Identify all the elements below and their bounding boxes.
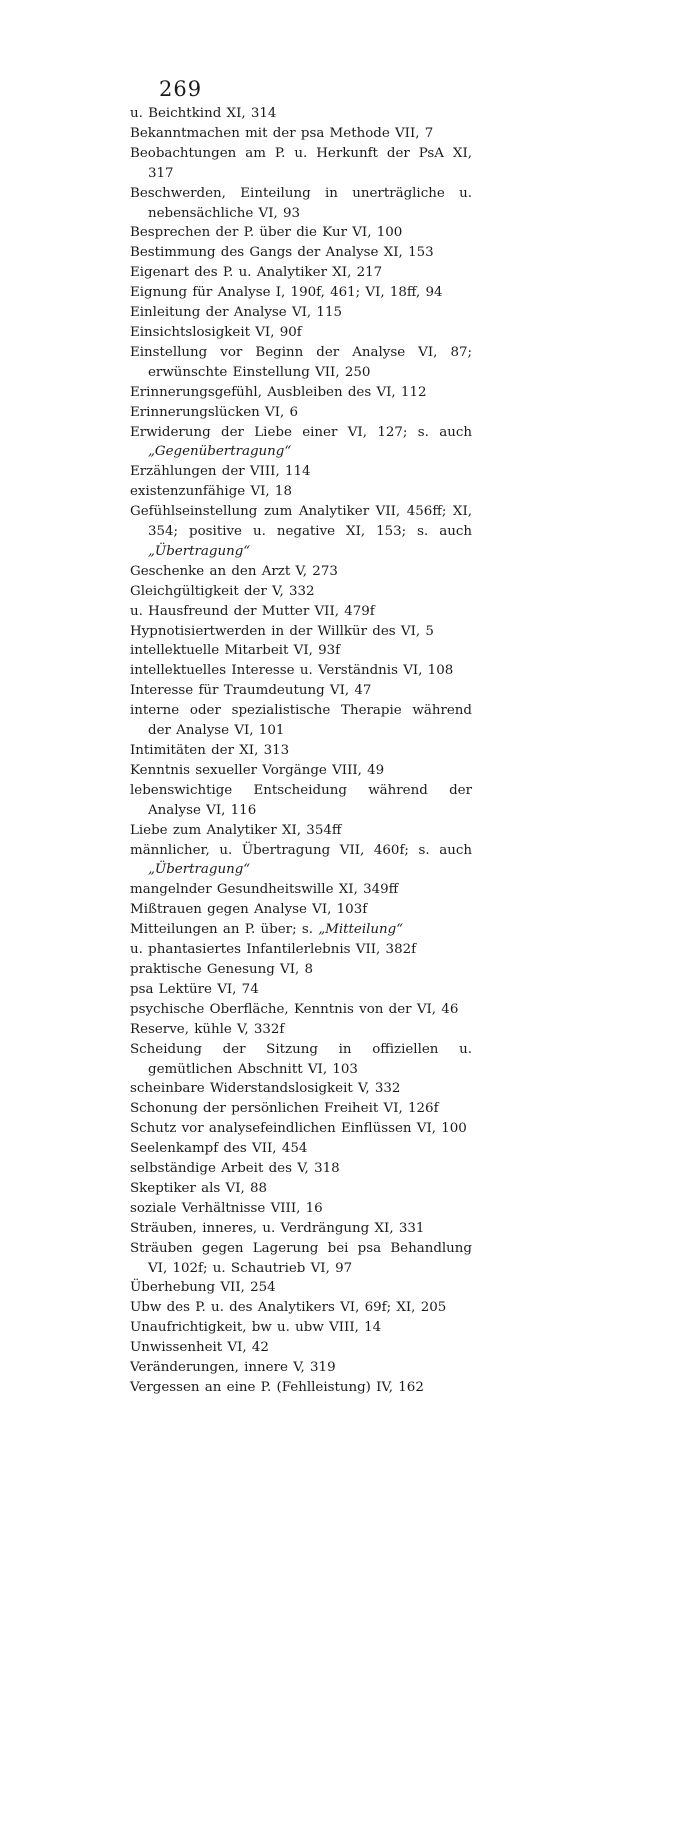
index-entry-text: Sträuben, inneres, u. Verdrängung XI, 331: [130, 1220, 425, 1236]
index-entry: [130, 303, 472, 323]
index-entry-text: praktische Genesung VI, 8: [130, 961, 314, 977]
index-entry: [130, 263, 472, 283]
index-entry-text: Erwiderung der Liebe einer VI, 127; s. auch: [130, 424, 472, 440]
index-entry: [130, 960, 472, 980]
index-entry: [130, 622, 472, 642]
index-entry-text: Besprechen der P. über die Kur VI, 100: [130, 225, 403, 241]
index-entry-list: [130, 104, 472, 1398]
index-entry: [130, 1239, 472, 1279]
index-entry-crossref: „Mitteilung“: [318, 922, 404, 938]
index-entry-text: Hypnotisiertwerden in der Willkür des VI, 5: [130, 623, 434, 639]
index-entry: [130, 641, 472, 661]
index-entry-text: Unwissenheit VI, 42: [130, 1340, 269, 1356]
index-entry-text: Seelenkampf des VII, 454: [130, 1141, 308, 1157]
index-entry: [130, 1179, 472, 1199]
index-entry-text: Bestimmung des Gangs der Analyse XI, 153: [130, 245, 434, 261]
index-entry: [130, 283, 472, 303]
index-entry-text: Erinnerungsgefühl, Ausbleiben des VI, 112: [130, 384, 427, 400]
index-entry: [130, 243, 472, 263]
index-entry: [130, 1278, 472, 1298]
index-entry-text: Eignung für Analyse I, 190f, 461; VI, 18ff, 94: [130, 285, 443, 301]
index-entry: [130, 841, 472, 881]
index-entry-text: Einstellung vor Beginn der Analyse VI, 87; erwünschte Einstellung VII, 250: [130, 344, 472, 380]
index-entry-text: u. phantasiertes Infantilerlebnis VII, 382f: [130, 942, 417, 958]
index-entry-text: Bekanntmachen mit der psa Methode VII, 7: [130, 125, 434, 141]
index-entry-text: Unaufrichtigkeit, bw u. ubw VIII, 14: [130, 1320, 382, 1336]
index-entry: [130, 482, 472, 502]
index-entry-text: intellektuelles Interesse u. Verständnis VI, 108: [130, 663, 454, 679]
index-entry: [130, 1358, 472, 1378]
index-entry-text: Beschwerden, Einteilung in unerträgliche u. nebensächliche VI, 93: [130, 185, 472, 221]
index-entry-text: u. Hausfreund der Mutter VII, 479f: [130, 603, 375, 619]
index-entry: [130, 1159, 472, 1179]
index-entry-crossref: „Übertragung“: [148, 862, 251, 878]
index-entry: [130, 681, 472, 701]
index-entry-text: intellektuelle Mitarbeit VI, 93f: [130, 643, 341, 659]
index-entry-text: Beobachtungen am P. u. Herkunft der PsA XI, 317: [130, 145, 472, 181]
index-entry-text: Reserve, kühle V, 332f: [130, 1021, 285, 1037]
index-entry-text: Erzählungen der VIII, 114: [130, 464, 311, 480]
index-entry: [130, 462, 472, 482]
index-entry: [130, 1219, 472, 1239]
index-entry-text: mangelnder Gesundheitswille XI, 349ff: [130, 882, 399, 898]
index-entry: [130, 761, 472, 781]
index-entry: [130, 1020, 472, 1040]
index-entry: [130, 920, 472, 940]
index-entry-text: Gefühlseinstellung zum Analytiker VII, 456ff; XI, 354; positive u. negative XI, 153; s. auch: [130, 504, 472, 540]
index-entry-text: Ubw des P. u. des Analytikers VI, 69f; XI, 205: [130, 1300, 447, 1316]
index-entry-text: Liebe zum Analytiker XI, 354ff: [130, 822, 342, 838]
index-entry: [130, 980, 472, 1000]
index-entry: [130, 602, 472, 622]
page-number: 269: [159, 77, 203, 101]
index-entry: [130, 323, 472, 343]
index-entry: [130, 1099, 472, 1119]
index-entry: [130, 104, 472, 124]
index-entry-text: Mißtrauen gegen Analyse VI, 103f: [130, 902, 368, 918]
index-entry: [130, 144, 472, 184]
index-entry-text: Erinnerungslücken VI, 6: [130, 404, 299, 420]
index-entry: [130, 661, 472, 681]
index-entry: [130, 1079, 472, 1099]
index-entry-text: psychische Oberfläche, Kenntnis von der VI, 46: [130, 1001, 459, 1017]
index-entry: [130, 741, 472, 761]
index-entry-text: Intimitäten der XI, 313: [130, 743, 290, 758]
index-entry: [130, 423, 472, 463]
index-entry-text: soziale Verhältnisse VIII, 16: [130, 1200, 323, 1216]
index-entry-text: Schutz vor analysefeindlichen Einflüssen VI, 100: [130, 1121, 467, 1137]
index-entry-text: Skeptiker als VI, 88: [130, 1180, 268, 1196]
index-entry-text: Überhebung VII, 254: [130, 1280, 276, 1296]
index-entry-text: Kenntnis sexueller Vorgänge VIII, 49: [130, 762, 385, 778]
index-entry: [130, 582, 472, 602]
index-entry-text: Gleichgültigkeit der V, 332: [130, 583, 315, 599]
index-entry: [130, 1318, 472, 1338]
index-entry-text: Veränderungen, innere V, 319: [130, 1360, 336, 1376]
index-entry-text: Eigenart des P. u. Analytiker XI, 217: [130, 265, 383, 281]
index-entry: [130, 403, 472, 423]
index-entry: [130, 1298, 472, 1318]
index-entry-text: Mitteilungen an P. über; s.: [130, 922, 319, 938]
index-entry: [130, 223, 472, 243]
index-entry: [130, 383, 472, 403]
index-entry-text: männlicher, u. Übertragung VII, 460f; s. auch: [130, 842, 472, 858]
index-entry-text: interne oder spezialistische Therapie während der Analyse VI, 101: [130, 703, 472, 739]
index-entry-text: Vergessen an eine P. (Fehlleistung) IV, 162: [130, 1380, 424, 1395]
index-entry: [130, 1378, 472, 1398]
index-entry-crossref: „Gegenübertragung“: [148, 444, 292, 460]
index-entry: [130, 562, 472, 582]
index-entry: [130, 1119, 472, 1139]
index-entry: [130, 502, 472, 562]
index-entry-text: scheinbare Widerstandslosigkeit V, 332: [130, 1081, 401, 1097]
index-entry-text: existenzunfähige VI, 18: [130, 484, 292, 500]
index-entry-text: Sträuben gegen Lagerung bei psa Behandlung VI, 102f; u. Schautrieb VI, 97: [130, 1240, 472, 1276]
index-entry: [130, 701, 472, 741]
index-entry-text: Scheidung der Sitzung in offiziellen u. gemütlichen Abschnitt VI, 103: [130, 1041, 472, 1077]
index-entry: [130, 124, 472, 144]
index-entry: [130, 1199, 472, 1219]
index-entry-text: Interesse für Traumdeutung VI, 47: [130, 683, 372, 699]
index-entry-text: selbständige Arbeit des V, 318: [130, 1161, 340, 1177]
index-entry: [130, 1338, 472, 1358]
index-entry: [130, 940, 472, 960]
index-entry-text: Einsichtslosigkeit VI, 90f: [130, 324, 302, 340]
index-entry: [130, 184, 472, 224]
index-entry-crossref: „Übertragung“: [148, 543, 251, 559]
index-entry: [130, 1139, 472, 1159]
index-entry-text: psa Lektüre VI, 74: [130, 981, 259, 997]
index-entry-text: Geschenke an den Arzt V, 273: [130, 563, 338, 579]
index-entry: [130, 821, 472, 841]
index-entry-text: u. Beichtkind XI, 314: [130, 106, 277, 121]
index-entry-text: Schonung der persönlichen Freiheit VI, 126f: [130, 1101, 439, 1117]
index-entry: [130, 1000, 472, 1020]
index-entry: [130, 1040, 472, 1080]
index-entry: [130, 900, 472, 920]
index-entry-text: Einleitung der Analyse VI, 115: [130, 305, 342, 321]
index-entry-text: lebenswichtige Entscheidung während der Analyse VI, 116: [130, 782, 472, 818]
index-entry: [130, 781, 472, 821]
index-entry: [130, 880, 472, 900]
index-entry: [130, 343, 472, 383]
